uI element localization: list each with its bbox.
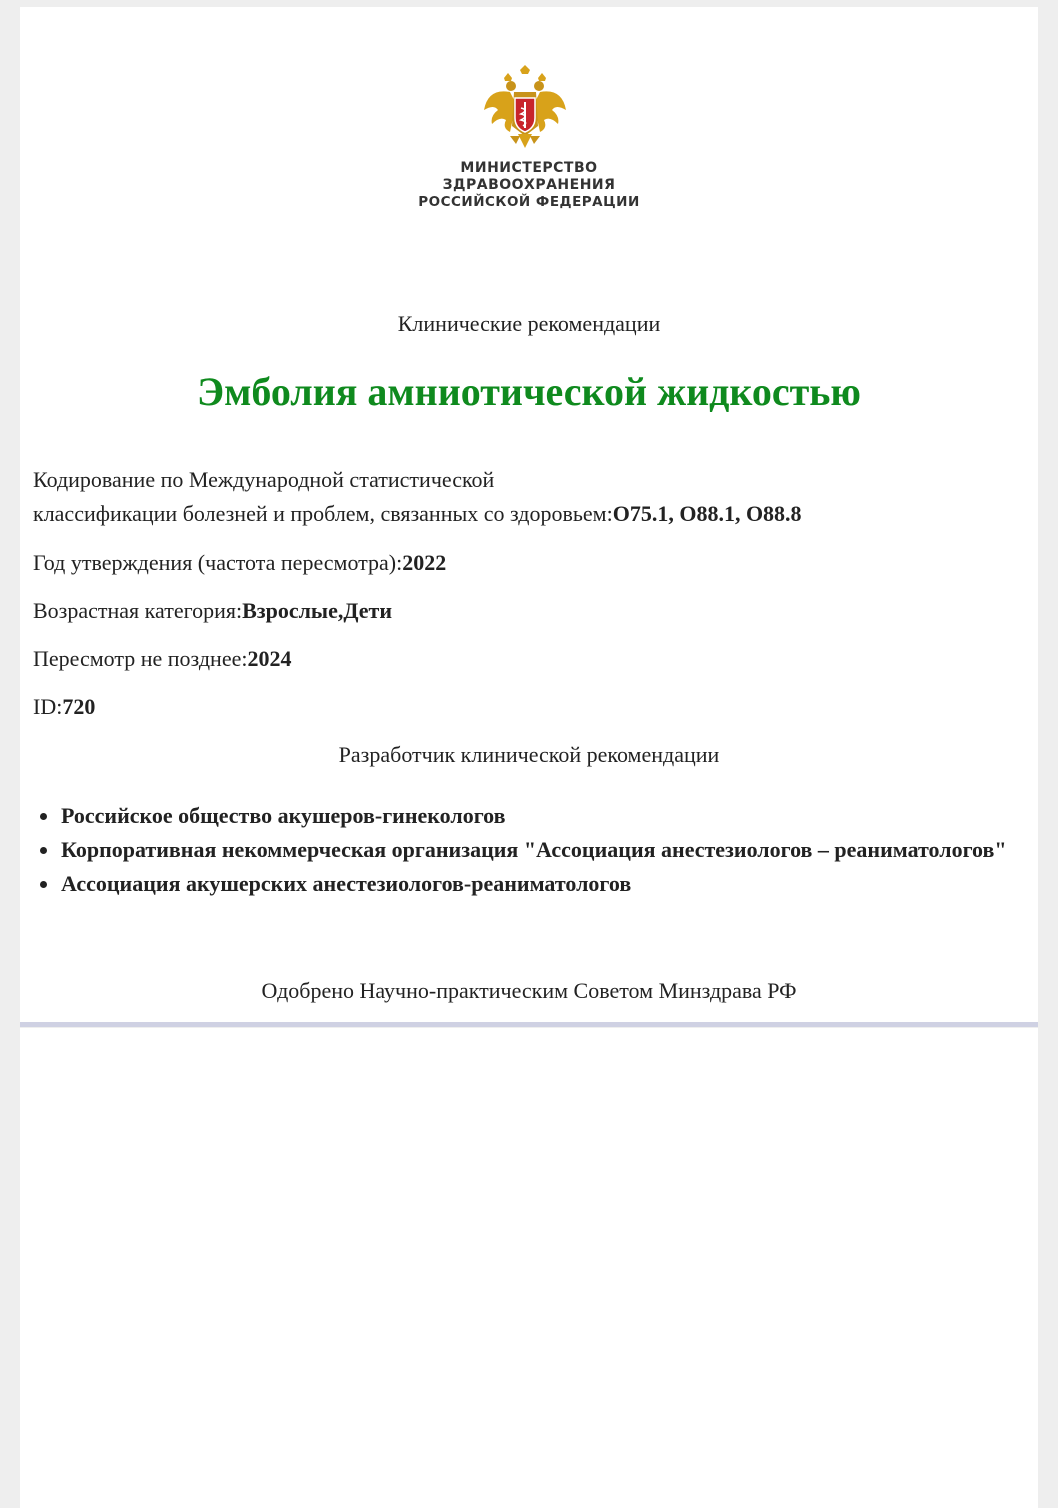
icd-coding bbox=[33, 463, 1023, 531]
list-item: Ассоциация акушерских анестезиологов-реаниматологов bbox=[33, 867, 1023, 901]
list-item: Российское общество акушеров-гинекологов bbox=[33, 799, 1023, 833]
age-category bbox=[33, 594, 1023, 628]
revision-deadline-value: 2024 bbox=[247, 646, 292, 671]
document-id bbox=[33, 690, 1023, 724]
developers-heading: Разработчик клинической рекомендации bbox=[338, 742, 720, 767]
document-type: Клинические рекомендации bbox=[397, 311, 661, 336]
ministry-name bbox=[329, 160, 729, 211]
double-headed-eagle-emblem-icon bbox=[480, 64, 570, 154]
document-title: Эмболия амниотической жидкостью bbox=[196, 369, 861, 414]
document-id-label: ID: bbox=[33, 694, 63, 719]
approval-year bbox=[33, 546, 1023, 580]
icd-label-line-1: Кодирование по Международной статистической bbox=[33, 467, 495, 492]
page-divider bbox=[20, 1022, 1038, 1027]
icd-line-2 bbox=[33, 497, 1023, 531]
ministry-line-1: МИНИСТЕРСТВО bbox=[460, 160, 598, 176]
age-category-label: Возрастная категория: bbox=[33, 598, 243, 623]
icd-label-line-2: классификации болезней и проблем, связанных со здоровьем: bbox=[33, 501, 613, 526]
approval-year-label: Год утверждения (частота пересмотра): bbox=[33, 550, 403, 575]
ministry-line-2: ЗДРАВООХРАНЕНИЯ bbox=[442, 177, 616, 193]
revision-deadline bbox=[33, 642, 1023, 676]
list-item: Корпоративная некоммерческая организация "Ассоциация анестезиологов – реаниматологов" bbox=[33, 833, 1023, 867]
approval-note: Одобрено Научно-практическим Советом Минздрава РФ bbox=[261, 978, 797, 1003]
document-page-2 bbox=[20, 1028, 1038, 1508]
developers-list bbox=[33, 799, 1023, 901]
document-id-value: 720 bbox=[62, 694, 96, 719]
approval-year-value: 2022 bbox=[402, 550, 447, 575]
age-category-value: Взрослые,Дети bbox=[242, 598, 393, 623]
icd-codes: O75.1, O88.1, O88.8 bbox=[612, 501, 802, 526]
ministry-line-3: РОССИЙСКОЙ ФЕДЕРАЦИИ bbox=[418, 194, 640, 210]
revision-deadline-label: Пересмотр не позднее: bbox=[33, 646, 248, 671]
